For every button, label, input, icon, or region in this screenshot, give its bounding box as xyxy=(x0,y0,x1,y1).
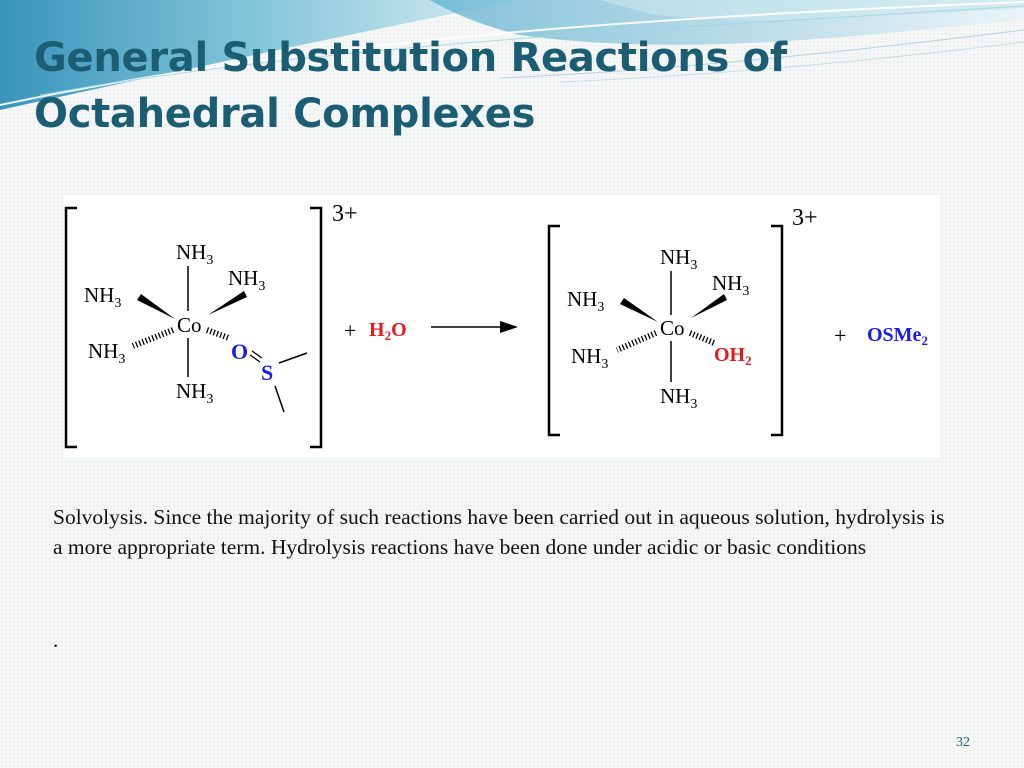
reactant-metal: Co xyxy=(177,313,202,337)
sulfoxide-oxygen: O xyxy=(231,339,249,364)
bond-s-methyl-2 xyxy=(275,386,284,412)
bond-s-methyl-1 xyxy=(279,353,307,363)
slide-title-line-2: Octahedral Complexes xyxy=(34,91,536,137)
reaction-arrow xyxy=(431,321,518,333)
ligand-nh3-upper-right: $NH_3$ xyxy=(228,266,266,294)
product-ligand-nh3-lower-left: $NH_3$ xyxy=(571,344,609,372)
product-complex xyxy=(549,205,818,435)
reactant-bracket-left xyxy=(66,208,77,447)
product-ligand-nh3-bottom: $NH_3$ xyxy=(660,384,698,412)
product-bracket-right xyxy=(771,226,782,435)
trailing-dot: . xyxy=(53,628,59,652)
ligand-nh3-upper-left: $NH_3$ xyxy=(84,283,122,311)
product-bracket-left xyxy=(549,226,560,435)
wedge-bond-left xyxy=(137,294,175,319)
water-molecule: $H_2O$ xyxy=(369,319,407,343)
product-charge: 3+ xyxy=(792,205,818,231)
ligand-nh3-top: $NH_3$ xyxy=(176,240,214,268)
sulfoxide-sulfur: S xyxy=(261,360,274,385)
plus-sign-leaving-group: + xyxy=(834,323,847,348)
slide-title xyxy=(34,30,787,142)
reaction-scheme xyxy=(64,195,940,458)
ligand-nh3-lower-left: $NH_3$ xyxy=(88,339,126,367)
product-ligand-nh3-upper-right: $NH_3$ xyxy=(712,271,750,299)
slide-title-line-1: General Substitution Reactions of xyxy=(34,35,787,81)
product-hash-bond-left xyxy=(617,333,656,350)
body-paragraph: Solvolysis. Since the majority of such reactions have been carried out in aqueous solution, hydrolysis is a more appropriate term. Hydrolysis reactions have been done under acidic or basic conditions xyxy=(53,505,945,559)
product-hash-bond-right xyxy=(690,333,714,343)
product-metal: Co xyxy=(660,316,685,340)
product-wedge-bond-right xyxy=(691,294,727,318)
product-ligand-nh3-top: $NH_3$ xyxy=(660,245,698,273)
product-aqua-ligand: $OH_2$ xyxy=(714,344,752,368)
hash-bond-right xyxy=(207,330,229,338)
reactant-complex xyxy=(66,201,358,447)
plus-sign-water: + xyxy=(344,318,357,343)
product-wedge-bond-left xyxy=(620,298,658,322)
hash-bond-left xyxy=(133,330,173,346)
leaving-group-dmso: OSMe$_2$ xyxy=(867,324,928,348)
reactant-bracket-right xyxy=(310,208,321,447)
product-ligand-nh3-upper-left: $NH_3$ xyxy=(567,287,605,315)
page-number: 32 xyxy=(956,735,970,750)
reactant-charge: 3+ xyxy=(332,201,358,227)
wedge-bond-right xyxy=(208,291,247,315)
ligand-nh3-bottom: $NH_3$ xyxy=(176,379,214,407)
reaction-diagram xyxy=(64,195,940,458)
